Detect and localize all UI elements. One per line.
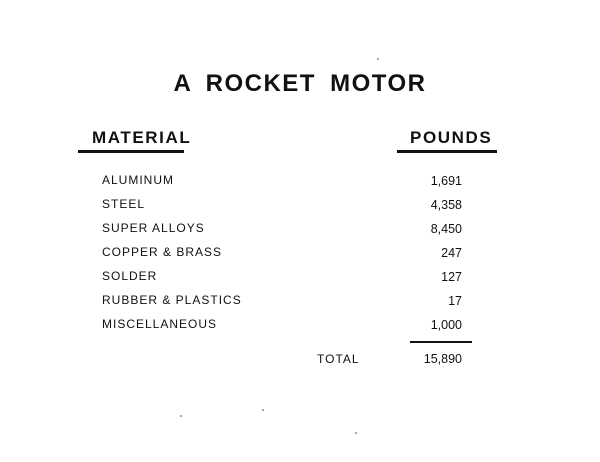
pounds-value: 247	[441, 246, 462, 260]
material-name: SOLDER	[102, 269, 158, 283]
material-header-underline	[78, 150, 184, 153]
pounds-header-underline	[397, 150, 497, 153]
material-name: RUBBER & PLASTICS	[102, 293, 242, 307]
table-row	[0, 170, 600, 194]
pounds-value: 8,450	[430, 222, 462, 236]
scan-speck	[262, 409, 264, 411]
materials-table	[0, 170, 600, 338]
pounds-value: 4,358	[430, 198, 462, 212]
total-label: TOTAL	[317, 352, 360, 366]
pounds-value: 1,691	[430, 174, 462, 188]
scan-speck	[180, 415, 182, 417]
material-name: SUPER ALLOYS	[102, 221, 205, 235]
material-name: ALUMINUM	[102, 173, 175, 187]
table-row	[0, 194, 600, 218]
scan-speck	[355, 432, 357, 434]
pounds-column-header: POUNDS	[410, 128, 493, 147]
scan-speck	[377, 58, 379, 60]
material-column-header: MATERIAL	[92, 128, 192, 147]
total-value: 15,890	[423, 352, 462, 366]
pounds-value: 1,000	[430, 318, 462, 332]
table-row	[0, 218, 600, 242]
table-row	[0, 290, 600, 314]
material-name: MISCELLANEOUS	[102, 317, 218, 331]
sum-divider	[410, 341, 472, 343]
table-row	[0, 266, 600, 290]
table-row	[0, 314, 600, 338]
document-title: A ROCKET MOTOR	[173, 70, 427, 97]
material-name: COPPER & BRASS	[102, 245, 223, 259]
material-name: STEEL	[102, 197, 146, 211]
table-row	[0, 242, 600, 266]
pounds-value: 17	[448, 294, 462, 308]
pounds-value: 127	[441, 270, 462, 284]
